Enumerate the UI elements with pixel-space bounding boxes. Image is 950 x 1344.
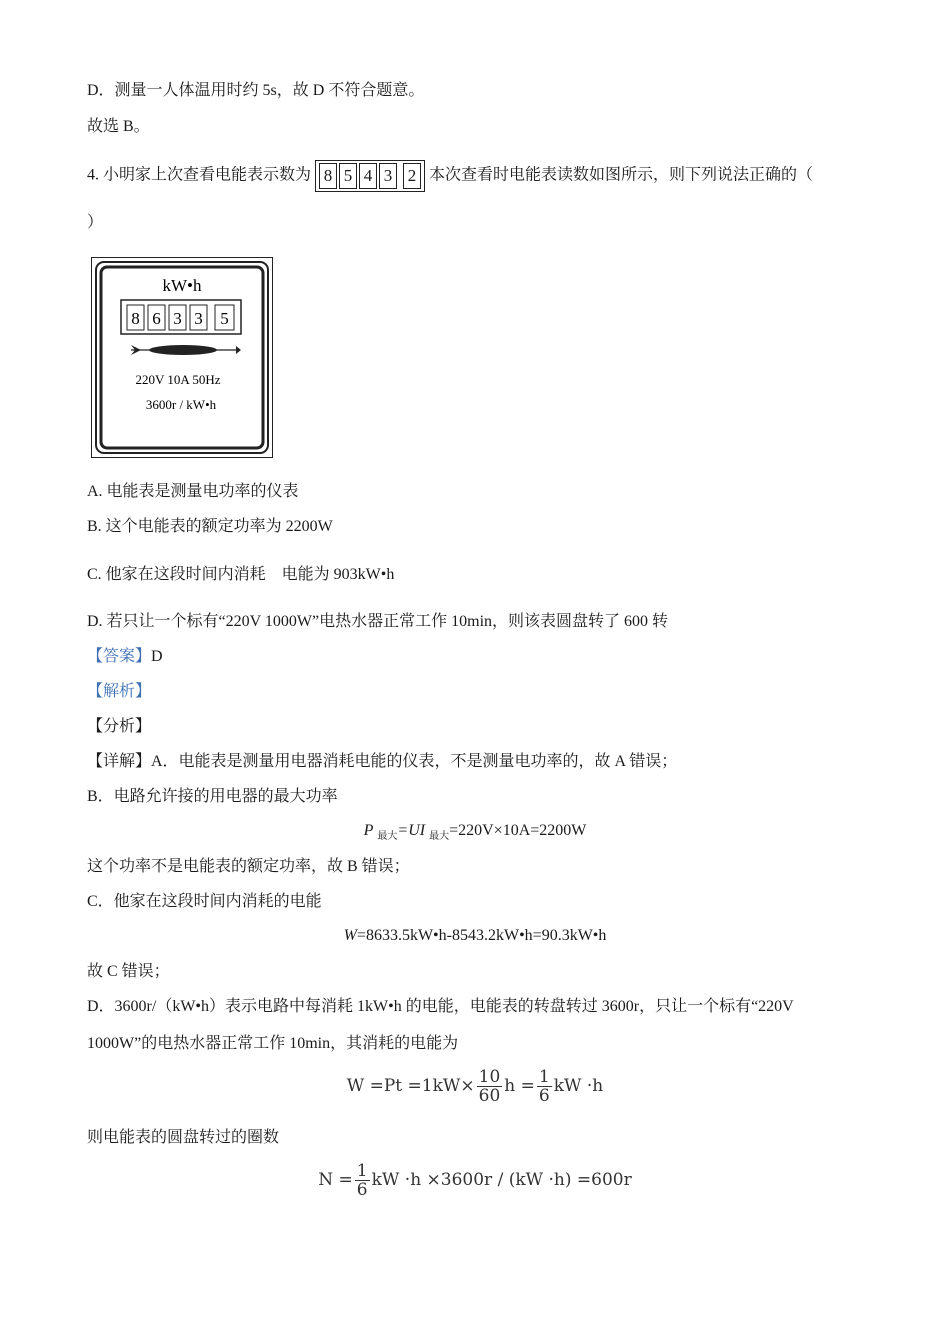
answer-tag: 【答案】 [87,648,152,665]
option-c: C. 他家在这段时间内消耗 电能为 903kW•h [87,566,395,583]
meter-digit: 3 [194,309,203,328]
detail-d-line2: 1000W”的电热水器正常工作 10min，其消耗的电能为 [87,1035,459,1052]
question-text-pre: 4. 小明家上次查看电能表示数为 [87,166,312,184]
digit: 3 [379,163,397,189]
meter-unit: kW•h [162,276,202,295]
question-4 [87,160,813,192]
digit-decimal: 2 [403,163,421,189]
analysis-tag: 【解析】 [87,683,152,700]
digit: 5 [339,163,357,189]
equation-energy-heater: W =Pt =1kW× $\frac{10}{60}$ h = $\frac{1}{6}$ kW ·h [346,1067,604,1106]
prev-answer: 故选 B。 [87,118,150,135]
equation-pmax: P $_{最大}$=UI $_{最大}$=220V×10A=2200W [363,822,587,843]
fraction: $\frac{1}{6}$ [538,1067,550,1106]
detail-c-conclusion: 故 C 错误； [87,963,170,980]
breakdown-tag: 【分析】 [87,718,152,735]
detail-c: C．他家在这段时间内消耗的电能 [87,893,322,910]
digit: 8 [319,163,337,189]
electric-meter-figure [91,257,273,458]
option-b: B. 这个电能表的额定功率为 2200W [87,518,333,535]
detail-a: 【详解】A．电能表是测量用电器消耗电能的仪表，不是测量电功率的，故 A 错误； [87,753,678,770]
question-close-paren: ） [87,214,104,231]
detail-b-conclusion: 这个功率不是电能表的额定功率，故 B 错误； [87,858,410,875]
meter-spec-constant: 3600r / kW•h [145,397,217,412]
question-text-post: 本次查看时电能表读数如图所示，则下列说法正确的（ [429,166,814,184]
meter-digit: 8 [131,309,140,328]
previous-reading-box [315,160,425,192]
equation-energy-diff: W=8633.5kW•h-8543.2kW•h=90.3kW•h [343,927,607,944]
detail-d-line1: D．3600r/（kW•h）表示电路中每消耗 1kW•h 的电能，电能表的转盘转过 3600r，只让一个标有“220V [87,998,794,1015]
detail-d-line3: 则电能表的圆盘转过的圈数 [87,1129,280,1146]
option-d: D. 若只让一个标有“220V 1000W”电热水器正常工作 10min，则该表圆盘转了 600 转 [87,613,669,630]
answer-value: D [151,648,163,665]
meter-spec-rating: 220V 10A 50Hz [135,372,221,387]
meter-digit: 3 [173,309,182,328]
fraction: $\frac{1}{6}$ [356,1161,368,1200]
fraction: $\frac{10}{60}$ [478,1067,501,1106]
equation-revolutions: N = $\frac{1}{6}$ kW ·h ×3600r / (kW ·h) =600r [318,1161,632,1200]
option-d-prev: D．测量一人体温用时约 5s，故 D 不符合题意。 [87,82,425,99]
meter-digit: 6 [152,309,161,328]
meter-digit-decimal: 5 [220,309,229,328]
option-a: A. 电能表是测量电功率的仪表 [87,483,299,500]
detail-b: B．电路允许接的用电器的最大功率 [87,788,338,805]
digit: 4 [359,163,377,189]
answer-line [87,647,163,667]
